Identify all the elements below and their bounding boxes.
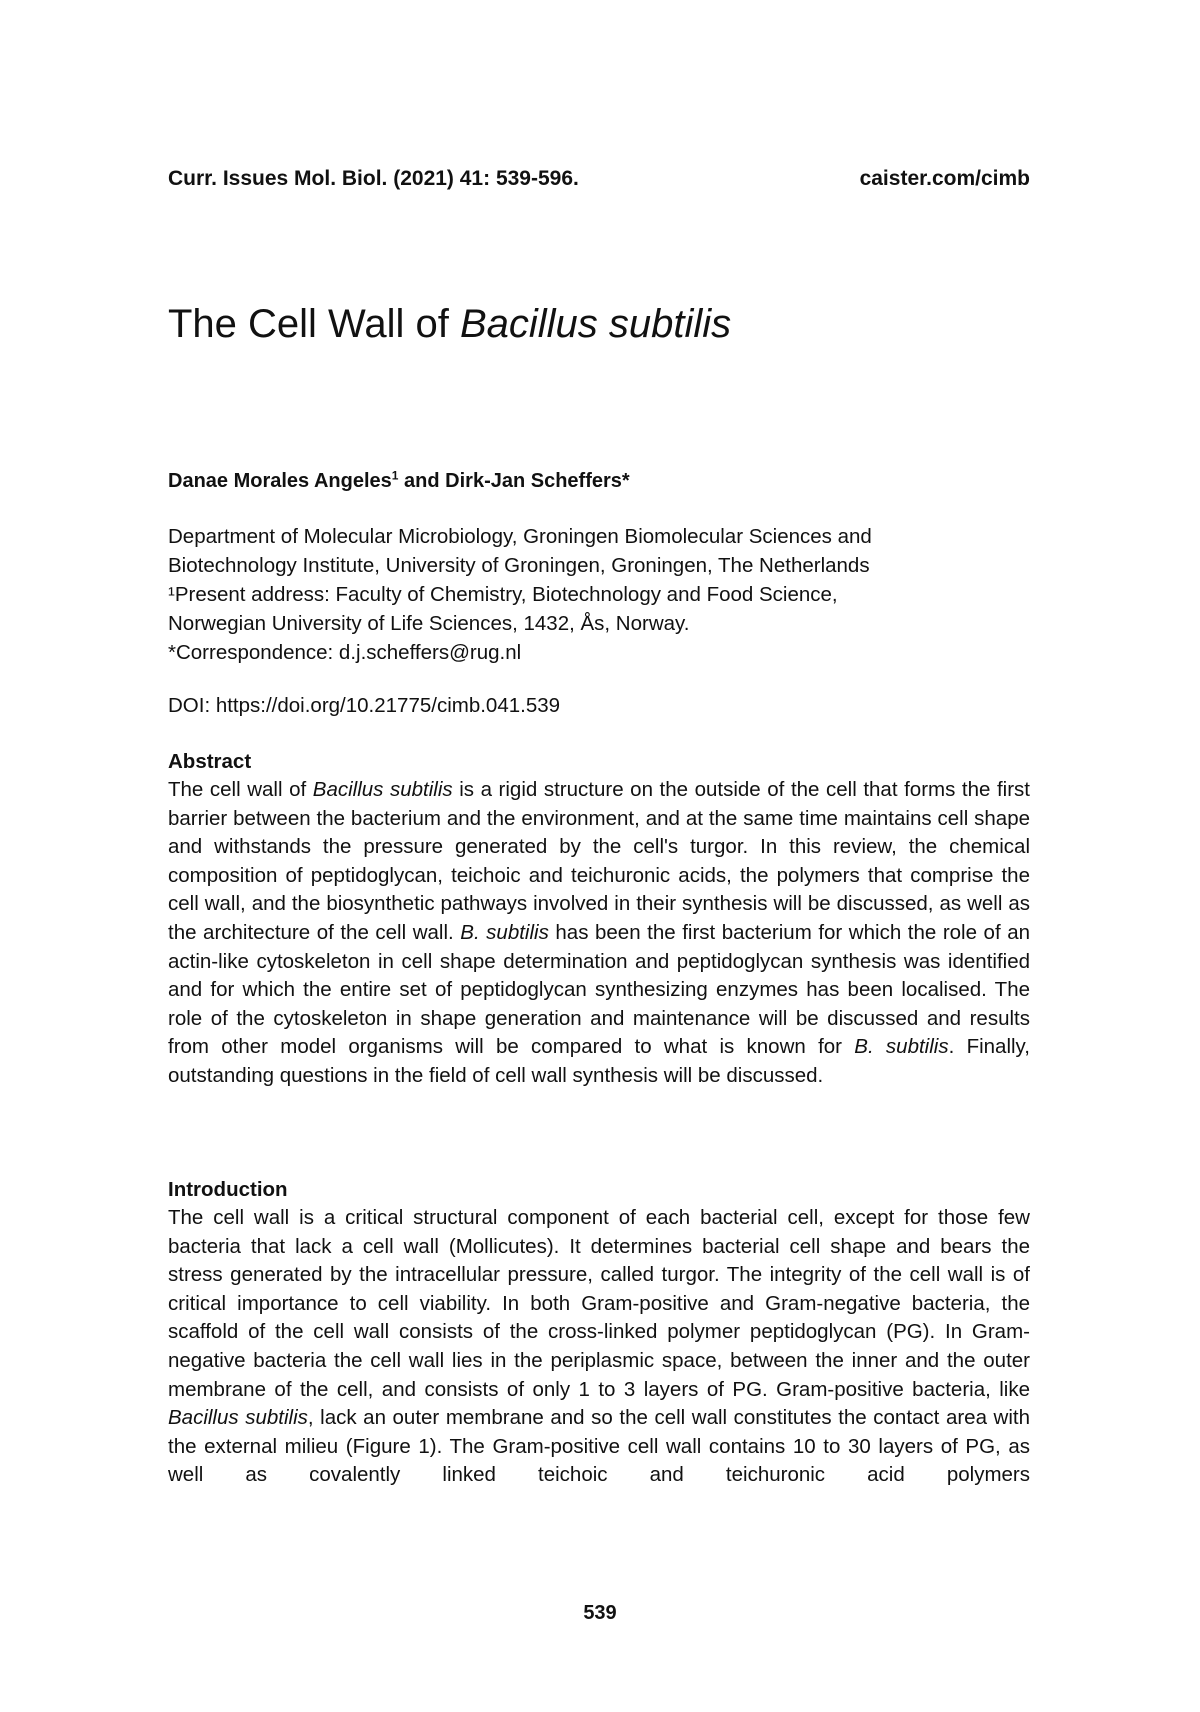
author-joiner: and (398, 470, 446, 492)
introduction-species-name: Bacillus subtilis (168, 1406, 308, 1430)
abstract-section (168, 748, 1030, 1091)
author-2: Dirk-Jan Scheffers* (445, 470, 630, 492)
introduction-heading: Introduction (168, 1178, 288, 1201)
abstract-text-part: . Finally, outstanding questions in the field of cell wall synthesis will be discussed. (168, 1035, 1030, 1087)
article-title (168, 300, 1030, 348)
running-header (168, 166, 1030, 192)
abstract-text (168, 776, 1030, 1091)
doi-line: DOI: https://doi.org/10.21775/cimb.041.539 (168, 694, 561, 717)
affiliation-line-2: Biotechnology Institute, University of Groningen, Groningen, The Netherlands (168, 554, 870, 577)
abstract-species-name: B. subtilis (460, 920, 549, 944)
author-1-affiliation-mark: 1 (391, 468, 399, 483)
abstract-heading: Abstract (168, 750, 252, 773)
abstract-species-name: B. subtilis (854, 1035, 949, 1059)
present-address-line-1: ¹Present address: Faculty of Chemistry, Biotechnology and Food Science, (168, 583, 838, 606)
introduction-text (168, 1204, 1030, 1490)
introduction-text-part: The cell wall is a critical structural component of each bacterial cell, except for those few bacteria that lack a cell wall (Mollicutes). It determines bacterial cell shape and bears the stress generated by the intracellular pressure, called turgor. The integrity of the cell wall is of critical importance to cell viability. In both Gram-positive and Gram-negative bacteria, the scaffold of the cell wall consists of the cross-linked polymer peptidoglycan (PG). In Gram-negative bacteria the cell wall lies in the periplasmic space, between the inner and the outer membrane of the cell, and consists of only 1 to 3 layers of PG. Gram-positive bacteria, like (168, 1206, 1030, 1401)
correspondence-line: *Correspondence: d.j.scheffers@rug.nl (168, 641, 522, 664)
journal-website: caister.com/cimb (859, 167, 1030, 190)
abstract-text-part: has been the first bacterium for which the role of an actin-like cytoskeleton in cell shape determination and peptidoglycan synthesis was identified and for which the entire set of peptidoglycan synthesizing enzymes has been localised. The role of the cytoskeleton in shape generation and maintenance will be discussed and results from other model organisms will be compared to what is known for (168, 920, 1030, 1059)
present-address-line-2: Norwegian University of Life Sciences, 1432, Ås, Norway. (168, 612, 690, 635)
abstract-species-name: Bacillus subtilis (312, 778, 453, 801)
affiliation-block (168, 522, 1030, 667)
abstract-text-part: is a rigid structure on the outside of the cell that forms the first barrier between the bacterium and the environment, and at the same time maintains cell shape and withstands the pressure generated by the cell's turgor. In this review, the chemical composition of peptidoglycan, teichoic and teichuronic acids, the polymers that comprise the cell wall, and the biosynthetic pathways involved in their synthesis will be discussed, as well as the architecture of the cell wall. (168, 778, 1030, 944)
page-number: 539 (583, 1602, 617, 1624)
title-prefix: The Cell Wall of (168, 302, 460, 346)
title-organism: Bacillus subtilis (459, 302, 732, 346)
affiliation-line-1: Department of Molecular Microbiology, Groningen Biomolecular Sciences and (168, 525, 872, 548)
author-list (168, 468, 1030, 494)
introduction-section (168, 1176, 1030, 1490)
introduction-text-part: , lack an outer membrane and so the cell wall constitutes the contact area with the external milieu (Figure 1). The Gram-positive cell wall contains 10 to 30 layers of PG, as well as covalently linked teichoic and teichuronic acid polymers (168, 1406, 1030, 1487)
author-1: Danae Morales Angeles (168, 470, 392, 492)
journal-citation: Curr. Issues Mol. Biol. (2021) 41: 539-596. (168, 167, 579, 190)
abstract-text-part: The cell wall of (168, 778, 313, 801)
